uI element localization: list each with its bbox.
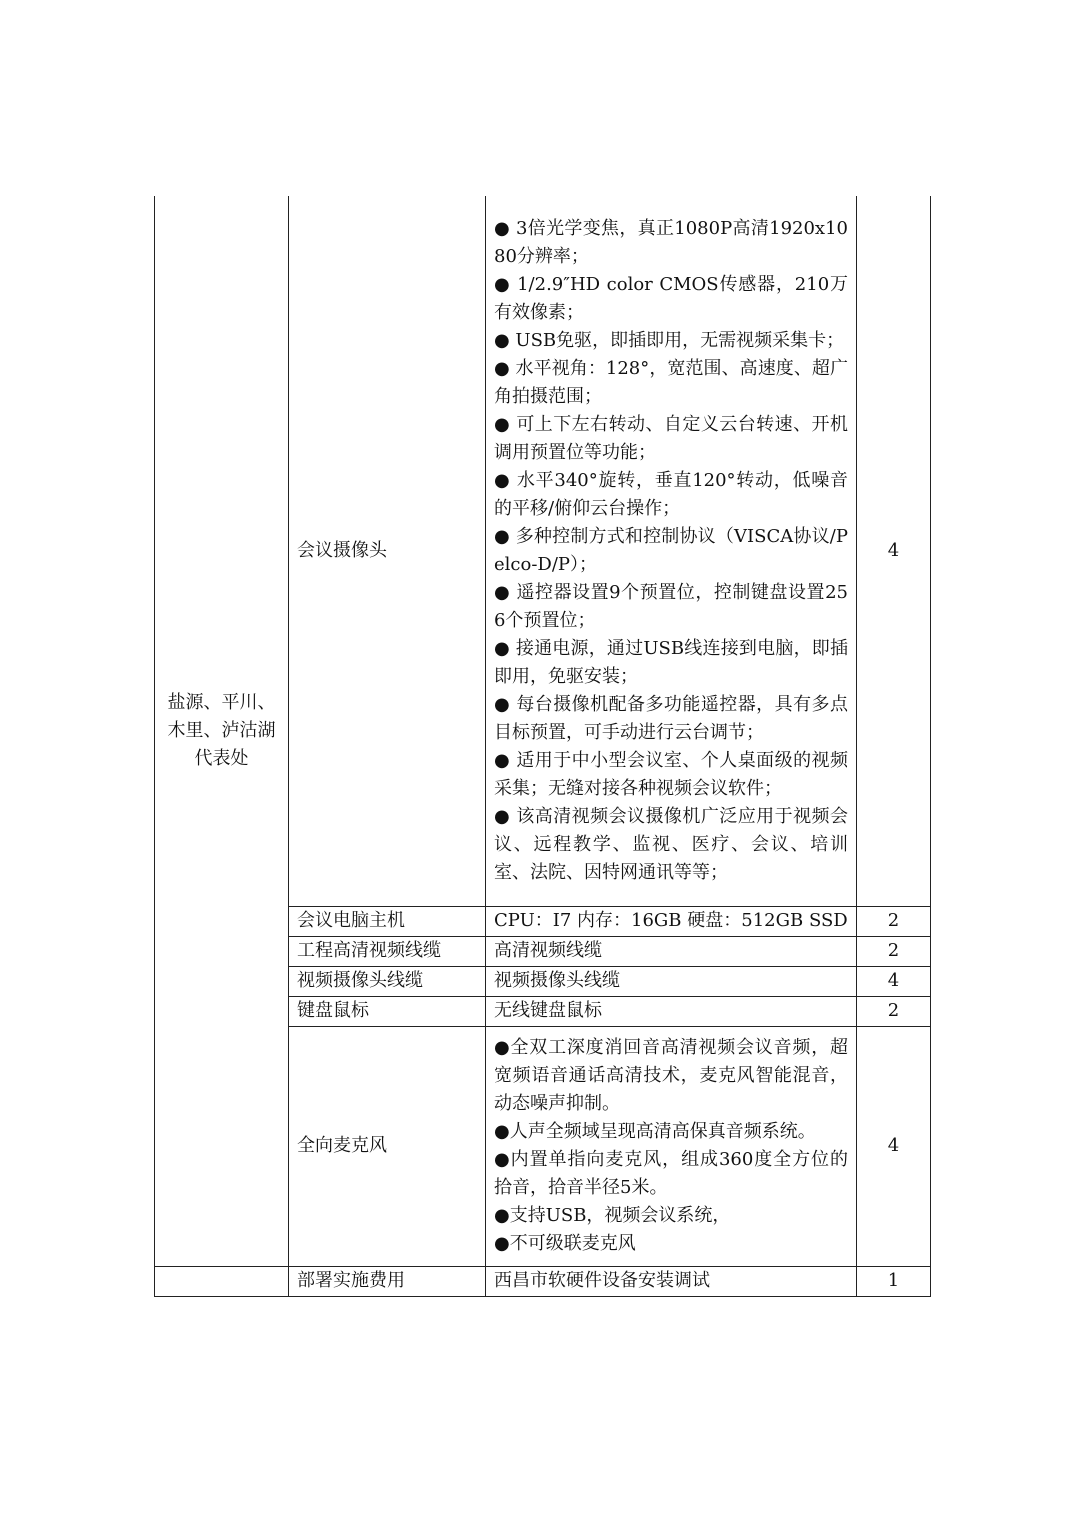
- spec-line: ● 3倍光学变焦，真正1080P高清1920x1080分辨率；: [494, 217, 848, 267]
- spec-line: ●不可级联麦克风: [494, 1233, 636, 1254]
- quantity-cell: 1: [857, 1266, 931, 1296]
- spec-line: ● 1/2.9″HD color CMOS传感器，210万有效像素；: [494, 273, 848, 323]
- item-name-cell: 键盘鼠标: [289, 996, 486, 1026]
- location-cell: [155, 1266, 289, 1296]
- location-cell: 盐源、平川、木里、泸沽湖代表处: [155, 196, 289, 1266]
- spec-cell: CPU：I7 内存：16GB 硬盘：512GB SSD: [486, 906, 857, 936]
- item-name-cell: 工程高清视频线缆: [289, 936, 486, 966]
- spec-cell: 西昌市软硬件设备安装调试: [486, 1266, 857, 1296]
- item-name-cell: 部署实施费用: [289, 1266, 486, 1296]
- spec-line: ● 接通电源，通过USB线连接到电脑，即插即用，免驱安装；: [494, 637, 848, 687]
- spec-cell: 无线键盘鼠标: [486, 996, 857, 1026]
- spec-line: ● 每台摄像机配备多功能遥控器，具有多点目标预置，可手动进行云台调节；: [494, 693, 848, 743]
- spec-line: ● USB免驱，即插即用，无需视频采集卡；: [494, 329, 845, 351]
- spec-line: ● 适用于中小型会议室、个人桌面级的视频采集；无缝对接各种视频会议软件；: [494, 749, 848, 799]
- quantity-cell: 4: [857, 966, 931, 996]
- spec-line: ●全双工深度消回音高清视频会议音频，超宽频语音通话高清技术，麦克风智能混音，动态噪声抑制。: [494, 1037, 848, 1114]
- spec-cell: [486, 1026, 857, 1266]
- spec-line: ● 多种控制方式和控制协议（VISCA协议/Pelco-D/P）；: [494, 525, 848, 575]
- spec-line: ● 遥控器设置9个预置位，控制键盘设置256个预置位；: [494, 581, 848, 631]
- equipment-table: [154, 196, 931, 1297]
- spec-line: ● 水平视角：128°，宽范围、高速度、超广角拍摄范围；: [494, 357, 848, 407]
- quantity-cell: 2: [857, 996, 931, 1026]
- spec-line: ●内置单指向麦克风，组成360度全方位的拾音，拾音半径5米。: [494, 1149, 848, 1198]
- quantity-cell: 2: [857, 936, 931, 966]
- spec-cell: [486, 196, 857, 906]
- item-name-cell: 视频摄像头线缆: [289, 966, 486, 996]
- quantity-cell: 2: [857, 906, 931, 936]
- spec-line: ● 该高清视频会议摄像机广泛应用于视频会议、远程教学、监视、医疗、会议、培训室、法院、因特网通讯等等；: [494, 805, 848, 883]
- item-name-cell: 会议摄像头: [289, 196, 486, 906]
- item-name-cell: 会议电脑主机: [289, 906, 486, 936]
- table-row: [155, 196, 931, 906]
- spec-line: ● 可上下左右转动、自定义云台转速、开机调用预置位等功能；: [494, 413, 848, 463]
- spec-line: ● 水平340°旋转，垂直120°转动，低噪音的平移/俯仰云台操作；: [494, 469, 848, 519]
- quantity-cell: 4: [857, 1026, 931, 1266]
- spec-line: ●人声全频域呈现高清高保真音频系统。: [494, 1121, 816, 1142]
- spec-line: ●支持USB，视频会议系统，: [494, 1205, 731, 1226]
- spec-cell: 高清视频线缆: [486, 936, 857, 966]
- table-row: [155, 1266, 931, 1296]
- spec-cell: 视频摄像头线缆: [486, 966, 857, 996]
- quantity-cell: 4: [857, 196, 931, 906]
- item-name-cell: 全向麦克风: [289, 1026, 486, 1266]
